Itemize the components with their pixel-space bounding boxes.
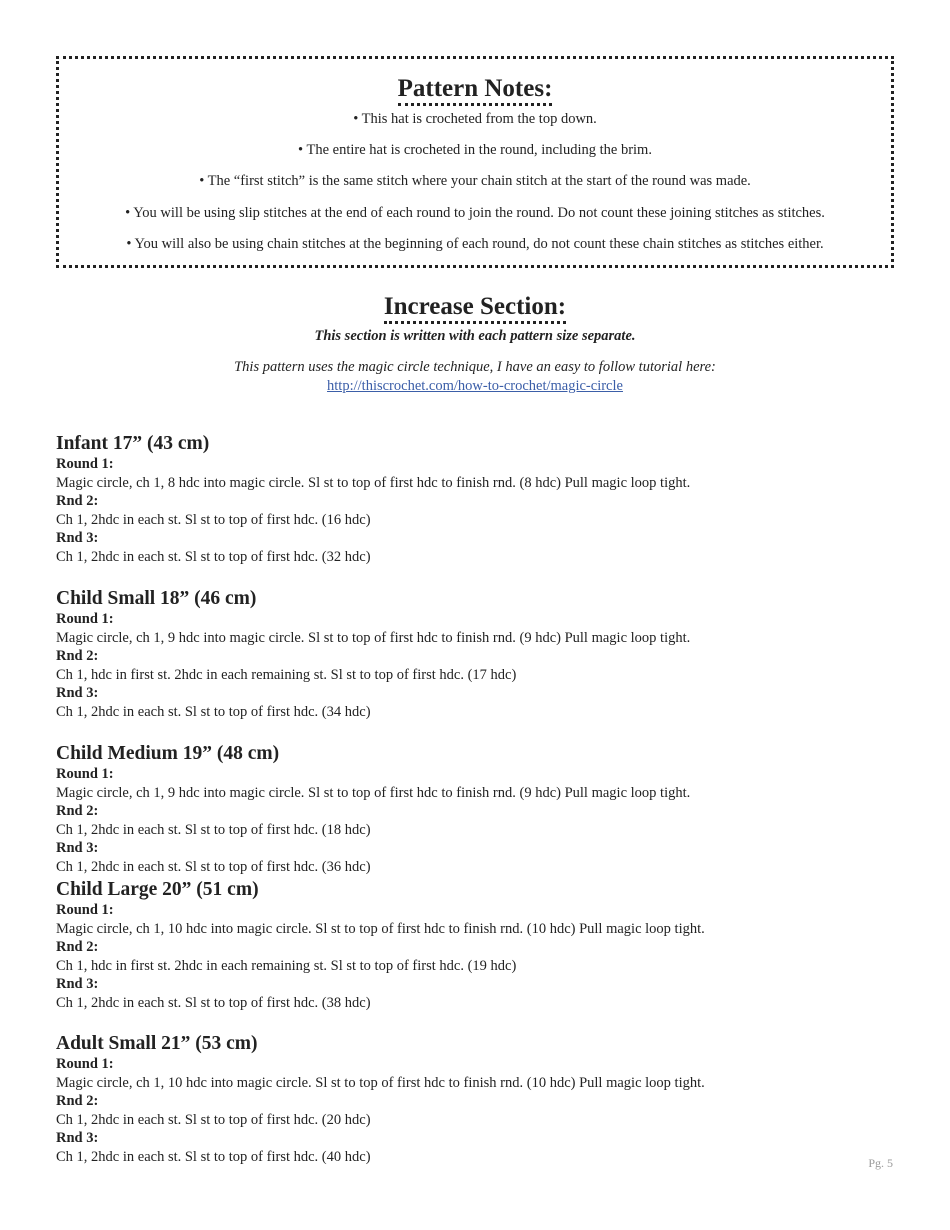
size-title: Child Small 18” (46 cm): [56, 588, 257, 609]
round-label: Rnd 3:: [56, 840, 99, 856]
round-label: Round 1:: [56, 1056, 114, 1072]
round-instructions: Ch 1, 2hdc in each st. Sl st to top of first hdc. (36 hdc): [56, 858, 371, 875]
pattern-note: • You will also be using chain stitches at the beginning of each round, do not count these chain stitches as stitches either.: [126, 236, 824, 252]
round-label: Rnd 2:: [56, 493, 99, 509]
round-label: Round 1:: [56, 456, 114, 472]
round-label: Rnd 3:: [56, 530, 99, 546]
size-section-child-small: [56, 588, 906, 721]
pattern-notes-title: Pattern Notes:: [59, 75, 891, 103]
size-section-child-large: [56, 879, 906, 1012]
round-instructions: Ch 1, 2hdc in each st. Sl st to top of first hdc. (20 hdc): [56, 1111, 371, 1128]
pattern-note: • This hat is crocheted from the top down.: [353, 111, 597, 127]
round-label: Round 1:: [56, 611, 114, 627]
size-section-infant: [56, 433, 906, 566]
round-label: Rnd 2:: [56, 1093, 99, 1109]
round-instructions: Ch 1, 2hdc in each st. Sl st to top of first hdc. (38 hdc): [56, 994, 371, 1011]
page-number: Pg. 5: [868, 1156, 893, 1170]
tutorial-link-row: [0, 377, 950, 395]
round-label: Rnd 2:: [56, 648, 99, 664]
round-instructions: Ch 1, 2hdc in each st. Sl st to top of first hdc. (40 hdc): [56, 1148, 371, 1165]
round-label: Rnd 2:: [56, 803, 99, 819]
round-instructions: Ch 1, 2hdc in each st. Sl st to top of first hdc. (18 hdc): [56, 821, 371, 838]
size-title: Child Large 20” (51 cm): [56, 879, 259, 900]
magic-circle-tutorial-link[interactable]: http://thiscrochet.com/how-to-crochet/magic-circle: [327, 378, 623, 394]
increase-section-title: Increase Section:: [0, 293, 950, 321]
size-title: Infant 17” (43 cm): [56, 433, 210, 454]
increase-section-subtitle: This section is written with each pattern size separate.: [314, 328, 636, 344]
size-title: Adult Small 21” (53 cm): [56, 1033, 258, 1054]
round-instructions: Magic circle, ch 1, 9 hdc into magic circle. Sl st to top of first hdc to finish rnd. (9 hdc) Pull magic loop tight.: [56, 784, 691, 801]
round-instructions: Ch 1, hdc in first st. 2hdc in each remaining st. Sl st to top of first hdc. (19 hdc): [56, 957, 517, 974]
size-section-adult-small: [56, 1033, 906, 1166]
round-label: Rnd 2:: [56, 939, 99, 955]
tutorial-text: This pattern uses the magic circle technique, I have an easy to follow tutorial here:: [234, 359, 716, 375]
round-instructions: Ch 1, hdc in first st. 2hdc in each remaining st. Sl st to top of first hdc. (17 hdc): [56, 666, 517, 683]
pattern-note: • You will be using slip stitches at the end of each round to join the round. Do not count these joining stitches as stitches.: [125, 205, 825, 221]
round-label: Round 1:: [56, 902, 114, 918]
round-label: Rnd 3:: [56, 976, 99, 992]
round-label: Rnd 3:: [56, 1130, 99, 1146]
round-instructions: Ch 1, 2hdc in each st. Sl st to top of first hdc. (16 hdc): [56, 511, 371, 528]
round-instructions: Ch 1, 2hdc in each st. Sl st to top of first hdc. (34 hdc): [56, 703, 371, 720]
round-instructions: Magic circle, ch 1, 8 hdc into magic circle. Sl st to top of first hdc to finish rnd. (8 hdc) Pull magic loop tight.: [56, 474, 691, 491]
size-title: Child Medium 19” (48 cm): [56, 743, 280, 764]
pattern-notes-box: [56, 56, 894, 268]
round-instructions: Magic circle, ch 1, 9 hdc into magic circle. Sl st to top of first hdc to finish rnd. (9 hdc) Pull magic loop tight.: [56, 629, 691, 646]
pattern-note: • The “first stitch” is the same stitch where your chain stitch at the start of the round was made.: [199, 173, 751, 189]
round-instructions: Magic circle, ch 1, 10 hdc into magic circle. Sl st to top of first hdc to finish rnd. (10 hdc) Pull magic loop tight.: [56, 920, 705, 937]
size-section-child-medium: [56, 743, 906, 876]
round-label: Rnd 3:: [56, 685, 99, 701]
round-instructions: Ch 1, 2hdc in each st. Sl st to top of first hdc. (32 hdc): [56, 548, 371, 565]
round-instructions: Magic circle, ch 1, 10 hdc into magic circle. Sl st to top of first hdc to finish rnd. (10 hdc) Pull magic loop tight.: [56, 1074, 705, 1091]
round-label: Round 1:: [56, 766, 114, 782]
pattern-note: • The entire hat is crocheted in the round, including the brim.: [298, 142, 652, 158]
